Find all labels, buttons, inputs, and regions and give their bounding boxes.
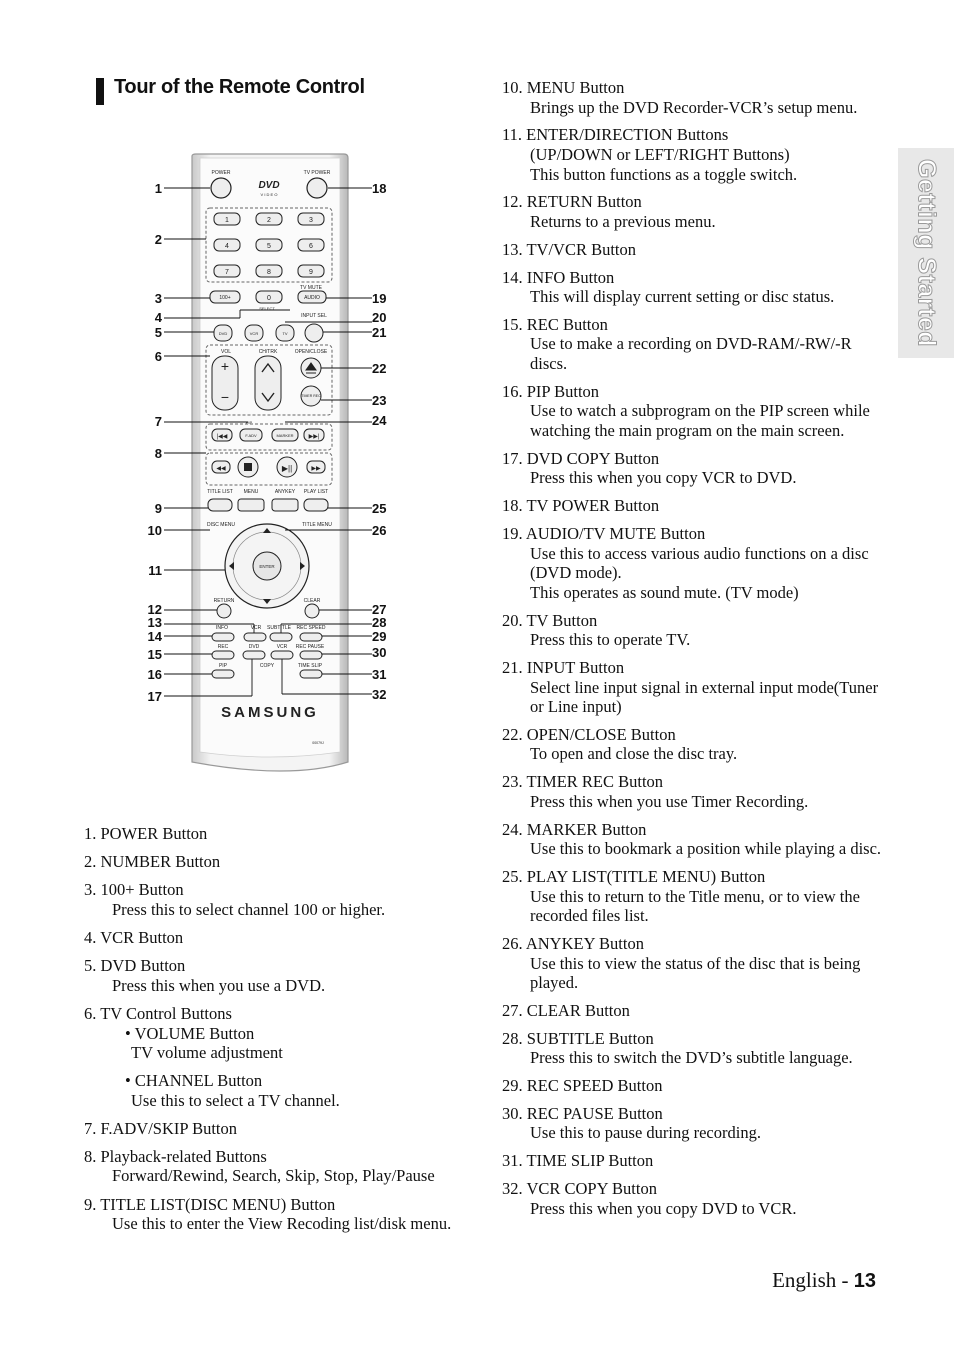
item-number: 12.: [502, 192, 523, 212]
item-title: MARKER Button: [526, 819, 647, 839]
input-sel-button[interactable]: [305, 324, 323, 342]
list-item: [502, 658, 892, 717]
item-number: 25.: [502, 867, 523, 886]
skip-forward-icon: ▶▶|: [308, 434, 320, 440]
list-item: [84, 824, 464, 844]
item-title: SUBTITLE Button: [526, 1028, 654, 1048]
callout-31: 31: [372, 667, 387, 682]
item-number: 27.: [502, 1000, 523, 1020]
item-number: 26.: [502, 933, 523, 953]
item-description: Use this to return to the Title menu, or to view the recorded files list.: [530, 886, 860, 926]
list-item: [84, 1119, 464, 1139]
list-item: [502, 1151, 892, 1171]
item-title: ANYKEY Button: [525, 933, 644, 953]
item-description: Select line input signal in external input mode(Tuner or Line input): [530, 677, 879, 717]
item-title: 100+ Button: [100, 880, 184, 900]
item-description: (UP/DOWN or LEFT/RIGHT Buttons): [530, 144, 790, 164]
vcr-mode-label: VCR: [249, 331, 259, 336]
item-description: Returns to a previous menu.: [530, 211, 716, 231]
list-item: [84, 1147, 464, 1186]
item-number: 5.: [84, 956, 97, 976]
callout-24: 24: [372, 413, 387, 428]
pip-top-label: PIP: [245, 420, 253, 425]
item-title: TIMER REC Button: [526, 772, 664, 792]
callout-6: 6: [154, 349, 162, 364]
list-item: [502, 611, 892, 650]
page-title: Tour of the Remote Control: [114, 76, 365, 98]
callout-14: 14: [147, 629, 162, 644]
item-description: Press this when you copy DVD to VCR.: [530, 1198, 797, 1218]
list-item: [502, 867, 892, 926]
item-number: 8.: [84, 1146, 97, 1166]
item-title: ENTER/DIRECTION Buttons: [526, 125, 729, 145]
item-number: 24.: [502, 819, 523, 839]
list-item: [502, 268, 892, 307]
rewind-icon: ◀◀: [216, 466, 226, 472]
item-description: Use to make a recording on DVD-RAM/-RW/-R discs.: [530, 334, 852, 374]
item-number: 23.: [502, 772, 523, 792]
item-number: 31.: [502, 1151, 523, 1171]
number-1-label: 1: [225, 217, 229, 224]
callout-18: 18: [372, 181, 387, 196]
callout-30: 30: [372, 645, 387, 660]
list-item: [502, 1104, 892, 1143]
item-title: DVD COPY Button: [526, 448, 660, 468]
list-item: [502, 1179, 892, 1218]
list-item: [502, 496, 892, 516]
list-item: [502, 1076, 892, 1096]
list-item: [502, 1029, 892, 1068]
dvd-copy-button[interactable]: [243, 651, 265, 659]
volume-down-icon: −: [220, 389, 230, 405]
number-8-label: 8: [267, 269, 271, 276]
timer-rec-label: TIMER REC: [301, 394, 321, 398]
callout-12: 12: [147, 602, 162, 617]
subtitle-label: SUBTITLE: [267, 625, 291, 631]
item-number: 3.: [84, 880, 97, 900]
item-title: POWER Button: [100, 824, 208, 843]
rec-label: REC: [217, 644, 229, 650]
item-number: 28.: [502, 1028, 523, 1048]
item-title: TV Control Buttons: [100, 1004, 232, 1024]
number-2-label: 2: [267, 217, 271, 224]
list-item: [84, 1004, 464, 1110]
item-title: MENU Button: [526, 78, 625, 97]
number-5-label: 5: [267, 243, 271, 250]
copy-vcr-label: VCR: [276, 644, 288, 650]
list-item: [502, 820, 892, 859]
time-slip-label: TIME SLIP: [297, 663, 323, 669]
number-7-label: 7: [225, 269, 229, 276]
return-button[interactable]: [217, 604, 231, 618]
samsung-logo: SAMSUNG: [221, 704, 319, 721]
rec-speed-button[interactable]: [300, 633, 322, 641]
plus100-label: 100+: [219, 295, 231, 301]
item-number: 9.: [84, 1194, 97, 1214]
item-description: Use this to enter the View Recoding list/disk menu.: [112, 1214, 452, 1234]
item-title: Playback-related Buttons: [100, 1146, 267, 1166]
item-title: TV POWER Button: [526, 496, 660, 516]
menu-label: MENU: [243, 489, 259, 495]
tv-mode-label: TV: [282, 331, 288, 336]
item-number: 19.: [502, 523, 523, 543]
item-description: Use to watch a subprogram on the PIP screen while watching the main program on the main screen.: [530, 401, 870, 441]
callout-22: 22: [372, 361, 387, 376]
video-logo: V I D E O: [260, 192, 278, 197]
number-9-label: 9: [309, 269, 313, 276]
model-number: 00079J: [312, 741, 324, 745]
list-item: [84, 956, 464, 995]
callout-1: 1: [154, 181, 162, 196]
item-number: 20.: [502, 610, 523, 630]
play-list-button[interactable]: [304, 499, 328, 511]
list-item: [502, 78, 892, 117]
item-number: 10.: [502, 78, 523, 97]
list-item: [502, 1001, 892, 1021]
pip-label: PIP: [218, 663, 228, 669]
select-label: SELECT: [259, 306, 275, 311]
title-menu-label: TITLE MENU: [302, 522, 332, 528]
callout-10: 10: [147, 523, 162, 538]
callout-5: 5: [154, 325, 162, 340]
item-description: Press this to switch the DVD’s subtitle language.: [530, 1048, 853, 1068]
item-description: Press this when you use Timer Recording.: [530, 791, 809, 811]
rec-pause-button[interactable]: [300, 651, 322, 659]
sub-item-title: • CHANNEL Button: [125, 1070, 263, 1090]
play-pause-icon: ▶||: [281, 464, 293, 473]
ch-trk-label: CH/TRK: [258, 349, 278, 355]
item-title: AUDIO/TV MUTE Button: [525, 523, 706, 543]
item-number: 14.: [502, 267, 523, 287]
list-item: [502, 192, 892, 231]
item-description: This operates as sound mute. (TV mode): [530, 582, 799, 602]
callout-26: 26: [372, 523, 387, 538]
tv-power-label: TV POWER: [303, 170, 331, 176]
item-title: REC Button: [526, 314, 608, 334]
item-number: 1.: [84, 824, 97, 843]
item-title: TV/VCR Button: [526, 239, 637, 259]
item-title: RETURN Button: [526, 192, 642, 212]
list-item: [84, 928, 464, 948]
vcr-copy-button[interactable]: [271, 651, 293, 659]
list-item: [502, 315, 892, 374]
fadv-label: F.ADV: [245, 433, 257, 438]
item-title: DVD Button: [100, 956, 186, 976]
list-item: [502, 449, 892, 488]
marker-label: MARKER: [276, 433, 294, 438]
item-number: 29.: [502, 1076, 523, 1096]
item-description: Use this to bookmark a position while playing a disc.: [530, 839, 882, 859]
number-6-label: 6: [309, 243, 313, 250]
item-number: 21.: [502, 657, 523, 677]
item-title: VCR Button: [100, 928, 184, 948]
item-number: 4.: [84, 928, 97, 948]
title-list-button[interactable]: [208, 499, 232, 511]
item-title: PIP Button: [526, 381, 600, 401]
sub-item-description: Use this to select a TV channel.: [131, 1090, 340, 1110]
item-number: 11.: [502, 125, 523, 145]
item-title: TIME SLIP Button: [526, 1151, 654, 1171]
list-item: [502, 934, 892, 993]
tv-mute-label: TV MUTE: [300, 285, 322, 291]
callout-13: 13: [147, 615, 162, 630]
list-item: [84, 852, 464, 872]
item-title: OPEN/CLOSE Button: [526, 724, 676, 744]
item-title: CLEAR Button: [526, 1000, 630, 1020]
title-marker: [96, 78, 104, 105]
list-item: [502, 725, 892, 764]
item-description: This button functions as a toggle switch.: [530, 164, 798, 184]
item-title: TITLE LIST(DISC MENU) Button: [100, 1194, 336, 1214]
item-title: INPUT Button: [526, 657, 625, 677]
callout-21: 21: [372, 325, 387, 340]
dvd-logo: DVD: [258, 180, 280, 191]
item-title: F.ADV/SKIP Button: [100, 1118, 238, 1138]
callout-19: 19: [372, 291, 387, 306]
item-title: VCR COPY Button: [526, 1179, 657, 1199]
item-description: Press this when you copy VCR to DVD.: [530, 468, 797, 488]
enter-label: ENTER: [259, 564, 275, 569]
anykey-label: ANYKEY: [274, 489, 296, 495]
item-number: 7.: [84, 1118, 97, 1138]
clear-button[interactable]: [305, 604, 319, 618]
tv-vcr-button[interactable]: [244, 633, 266, 641]
callout-25: 25: [372, 501, 387, 516]
callout-11: 11: [148, 563, 162, 578]
subtitle-button[interactable]: [270, 633, 292, 641]
callout-2: 2: [154, 232, 162, 247]
section-tab: [898, 148, 954, 358]
copy-label: COPY: [259, 663, 275, 669]
item-title: NUMBER Button: [100, 852, 221, 872]
callout-28: 28: [372, 615, 387, 630]
item-title: TV Button: [526, 610, 598, 630]
item-title: PLAY LIST(TITLE MENU) Button: [526, 867, 766, 886]
callout-32: 32: [372, 687, 387, 702]
item-description: Use this to view the status of the disc that is being played.: [530, 953, 861, 993]
item-number: 13.: [502, 239, 523, 259]
play-list-label: PLAY LIST: [303, 489, 329, 495]
time-slip-button[interactable]: [300, 670, 322, 678]
list-item: [84, 1195, 464, 1234]
number-3-label: 3: [309, 217, 313, 224]
item-number: 15.: [502, 314, 523, 334]
sub-item: [112, 1024, 464, 1063]
rec-button[interactable]: [212, 651, 234, 659]
list-item: [502, 524, 892, 602]
tv-power-button[interactable]: [307, 178, 327, 198]
section-tab-label: Getting Started: [912, 158, 941, 348]
callout-9: 9: [154, 501, 162, 516]
dvd-mode-label: DVD: [218, 331, 228, 336]
anykey-button[interactable]: [272, 499, 298, 511]
item-title: REC PAUSE Button: [526, 1103, 663, 1123]
list-item: [84, 880, 464, 919]
rec-pause-label: REC PAUSE: [295, 644, 325, 650]
callout-17: 17: [147, 689, 162, 704]
rec-speed-label: REC SPEED: [296, 625, 326, 631]
item-description: Use this to pause during recording.: [530, 1123, 761, 1143]
item-description: This will display current setting or disc status.: [530, 287, 835, 307]
item-number: 18.: [502, 496, 523, 516]
list-item: [502, 125, 892, 184]
sub-item-description: TV volume adjustment: [131, 1043, 283, 1063]
item-number: 16.: [502, 381, 523, 401]
item-number: 30.: [502, 1103, 523, 1123]
item-number: 2.: [84, 852, 97, 872]
item-number: 6.: [84, 1004, 97, 1024]
callout-7: 7: [154, 414, 162, 429]
skip-back-icon: |◀◀: [216, 434, 228, 440]
pip-button[interactable]: [212, 670, 234, 678]
disc-menu-label: DISC MENU: [206, 522, 236, 528]
item-description: Forward/Rewind, Search, Skip, Stop, Play/Pause: [112, 1166, 435, 1186]
stop-icon: [244, 463, 252, 471]
item-description: Press this to operate TV.: [530, 630, 691, 650]
return-label: RETURN: [213, 598, 235, 604]
page-number: 13: [853, 1270, 876, 1292]
title-list-label: TITLE LIST: [207, 489, 233, 495]
footer-language: English -: [772, 1268, 849, 1292]
sub-item: [112, 1071, 464, 1110]
item-title: INFO Button: [526, 267, 615, 287]
callout-4: 4: [154, 310, 162, 325]
callout-15: 15: [147, 647, 162, 662]
clear-label: CLEAR: [303, 598, 321, 604]
callout-8: 8: [154, 446, 162, 461]
power-button[interactable]: [211, 178, 231, 198]
item-description: Brings up the DVD Recorder-VCR’s setup menu.: [530, 97, 858, 117]
fast-forward-icon: ▶▶: [311, 466, 321, 472]
callout-20: 20: [372, 310, 387, 325]
volume-up-icon: +: [220, 358, 230, 374]
vol-label: VOL: [220, 349, 232, 355]
power-label: POWER: [211, 170, 231, 176]
page-footer: [772, 1268, 876, 1293]
list-item: [502, 772, 892, 811]
item-description: Press this when you use a DVD.: [112, 975, 326, 995]
open-close-label: OPEN/CLOSE: [294, 349, 328, 355]
audio-label: AUDIO: [304, 295, 320, 301]
callout-23: 23: [372, 393, 387, 408]
menu-button[interactable]: [238, 499, 264, 511]
copy-dvd-label: DVD: [248, 644, 260, 650]
item-description: Use this to access various audio functions on a disc (DVD mode).: [530, 543, 869, 583]
item-number: 17.: [502, 448, 523, 468]
callout-16: 16: [147, 667, 162, 682]
item-number: 32.: [502, 1179, 523, 1199]
list-item: [502, 240, 892, 260]
list-item: [502, 382, 892, 441]
sub-item-title: • VOLUME Button: [125, 1023, 255, 1043]
item-description: Press this to select channel 100 or higher.: [112, 899, 386, 919]
item-number: 22.: [502, 724, 523, 744]
number-0-label: 0: [267, 295, 271, 302]
item-description: To open and close the disc tray.: [530, 744, 738, 764]
button-list-left: [84, 824, 464, 1242]
info-label: INFO: [216, 625, 228, 631]
remote-control-illustration: [140, 150, 400, 790]
callout-3: 3: [154, 291, 162, 306]
item-title: REC SPEED Button: [526, 1076, 663, 1096]
callout-27: 27: [372, 602, 387, 617]
input-sel-label: INPUT SEL: [301, 313, 327, 319]
vcr-label: VCR: [250, 625, 262, 631]
number-4-label: 4: [225, 243, 229, 250]
info-button[interactable]: [212, 633, 234, 641]
callout-29: 29: [372, 629, 387, 644]
button-list-right: [502, 78, 892, 1226]
